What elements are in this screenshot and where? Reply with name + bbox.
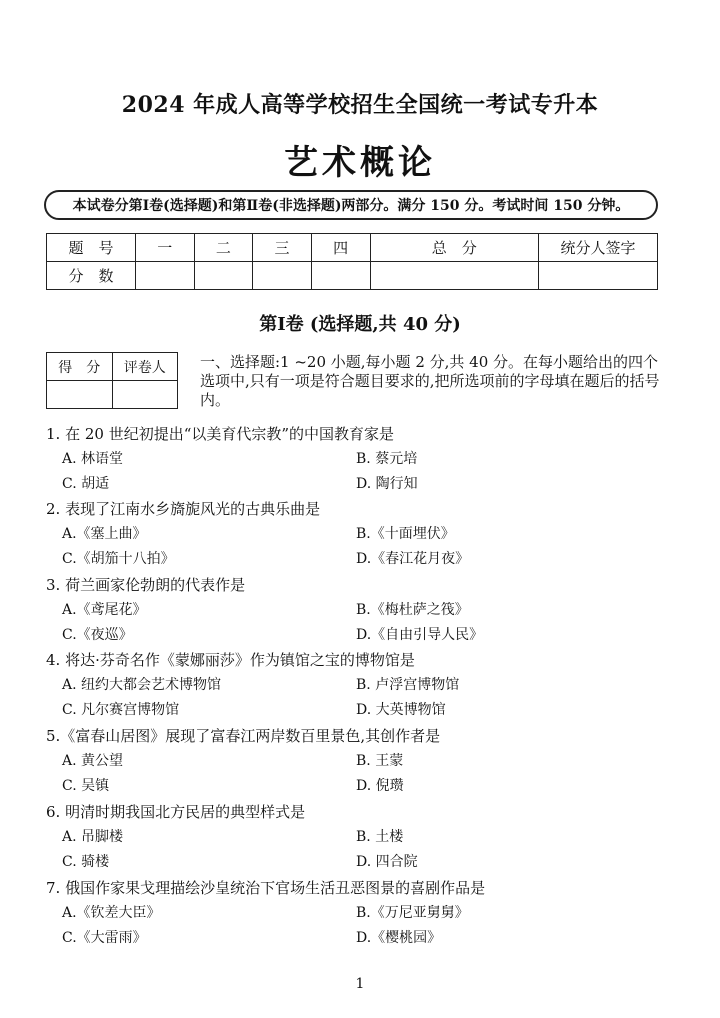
score-table xyxy=(46,233,658,290)
score-header-cell: 一 xyxy=(136,234,195,262)
score-header-cell: 统分人签字 xyxy=(539,234,658,262)
question-option: B. 土楼 xyxy=(356,829,404,845)
grader-name-label: 评卷人 xyxy=(112,353,178,381)
exam-notice-text: 本试卷分第Ⅰ卷(选择题)和第Ⅱ卷(非选择题)两部分。满分 150 分。考试时间 150 分钟。 xyxy=(72,198,630,214)
score-value-cell xyxy=(253,262,312,290)
question-option: A. 黄公望 xyxy=(62,753,124,769)
score-table-header-row xyxy=(47,234,658,262)
question-option: C. 骑楼 xyxy=(62,854,110,870)
question-stem: 4. 将达·芬奇名作《蒙娜丽莎》作为镇馆之宝的博物馆是 xyxy=(46,651,415,669)
part1-title: 第Ⅰ卷 (选择题,共 40 分) xyxy=(259,314,461,335)
score-table-value-row xyxy=(47,262,658,290)
score-header-cell: 总 分 xyxy=(370,234,539,262)
question-option: A.《鸢尾花》 xyxy=(62,602,147,618)
score-header-cell: 三 xyxy=(253,234,312,262)
exam-notice xyxy=(44,190,658,220)
question-stem: 5.《富春山居图》展现了富春江两岸数百里景色,其创作者是 xyxy=(46,727,441,745)
page-number: 1 xyxy=(355,976,365,992)
grader-name-cell xyxy=(112,381,178,409)
question-option: A. 林语堂 xyxy=(62,451,124,467)
question-option: A. 吊脚楼 xyxy=(62,829,124,845)
question-stem: 1. 在 20 世纪初提出“以美育代宗教”的中国教育家是 xyxy=(46,425,395,443)
question-option: C. 胡适 xyxy=(62,476,110,492)
question-option: B. 王蒙 xyxy=(356,753,404,769)
question-option: C. 吴镇 xyxy=(62,778,110,794)
question-option: D.《春江花月夜》 xyxy=(356,551,470,567)
score-value-cell xyxy=(370,262,539,290)
question-stem: 6. 明清时期我国北方民居的典型样式是 xyxy=(46,803,306,821)
score-value-cell xyxy=(136,262,195,290)
question-option: A.《钦差大臣》 xyxy=(62,905,161,921)
question-option: B. 蔡元培 xyxy=(356,451,418,467)
score-value-cell xyxy=(539,262,658,290)
question-option: A.《塞上曲》 xyxy=(62,526,147,542)
question-option: D.《樱桃园》 xyxy=(356,930,442,946)
grader-score-cell xyxy=(47,381,113,409)
question-option: D. 四合院 xyxy=(356,854,418,870)
question-option: C. 凡尔赛宫博物馆 xyxy=(62,702,180,718)
score-value-cell xyxy=(194,262,253,290)
score-value-cell xyxy=(311,262,370,290)
question-stem: 2. 表现了江南水乡旖旎风光的古典乐曲是 xyxy=(46,500,321,518)
grader-score-label: 得 分 xyxy=(47,353,113,381)
question-option: C.《胡笳十八拍》 xyxy=(62,551,175,567)
question-option: B.《万尼亚舅舅》 xyxy=(356,905,469,921)
question-option: D. 倪瓒 xyxy=(356,778,404,794)
question-option: B. 卢浮宫博物馆 xyxy=(356,677,460,693)
question-option: D.《自由引导人民》 xyxy=(356,627,484,643)
question-option: D. 陶行知 xyxy=(356,476,418,492)
exam-title: 2024 年成人高等学校招生全国统一考试专升本 xyxy=(121,92,599,118)
score-header-cell: 题 号 xyxy=(47,234,136,262)
question-option: C.《夜巡》 xyxy=(62,627,133,643)
question-option: C.《大雷雨》 xyxy=(62,930,147,946)
question-option: B.《梅杜萨之筏》 xyxy=(356,602,469,618)
section-instruction: 一、选择题:1 ~20 小题,每小题 2 分,共 40 分。在每小题给出的四个选项中,只有一项是符合题目要求的,把所选项前的字母填在题后的括号内。 xyxy=(200,353,660,409)
question-option: B.《十面埋伏》 xyxy=(356,526,455,542)
score-row-label: 分 数 xyxy=(47,262,136,290)
question-stem: 3. 荷兰画家伦勃朗的代表作是 xyxy=(46,576,246,594)
subject-title: 艺术概论 xyxy=(284,143,436,183)
question-option: A. 纽约大都会艺术博物馆 xyxy=(62,677,222,693)
question-option: D. 大英博物馆 xyxy=(356,702,446,718)
grader-table xyxy=(46,352,178,409)
score-header-cell: 四 xyxy=(311,234,370,262)
score-header-cell: 二 xyxy=(194,234,253,262)
question-stem: 7. 俄国作家果戈理描绘沙皇统治下官场生活丑恶图景的喜剧作品是 xyxy=(46,879,486,897)
